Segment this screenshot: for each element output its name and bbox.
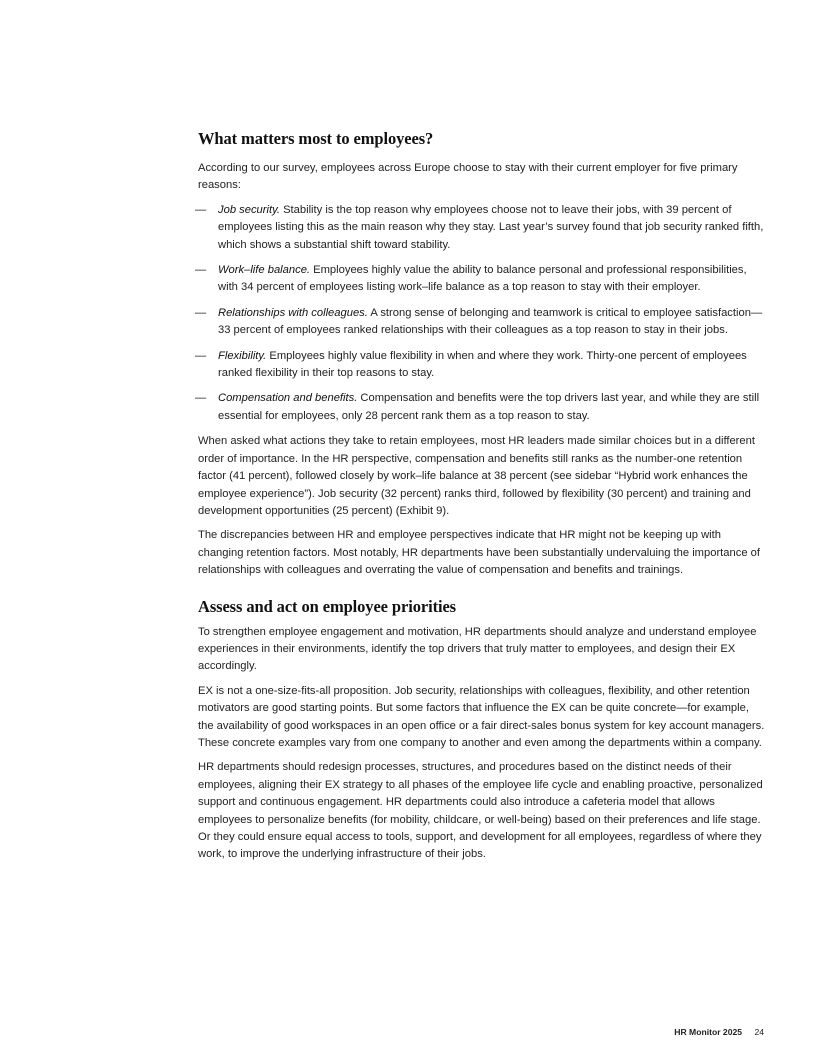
engagement-paragraph: To strengthen employee engagement and motivation, HR departments should analyze and understand employee experiences in their environments, identify the top drivers that truly matter to employees, and design their EX accordingly. bbox=[198, 625, 757, 673]
list-item-flexibility bbox=[195, 348, 766, 383]
list-item-lead: Flexibility. bbox=[218, 349, 267, 362]
dash-marker: — bbox=[195, 203, 207, 216]
dash-marker: — bbox=[195, 306, 207, 319]
intro-paragraph: According to our survey, employees across Europe choose to stay with their current employer for five primary reasons: bbox=[198, 162, 738, 192]
list-item-lead: Relationships with colleagues. bbox=[218, 306, 368, 319]
list-item-relationships bbox=[195, 305, 766, 340]
section-heading-what-matters: What matters most to employees? bbox=[198, 129, 434, 148]
list-item-lead: Job security. bbox=[218, 203, 280, 216]
main-content bbox=[195, 128, 766, 871]
list-item-text: Stability is the top reason why employees choose not to leave their jobs, with 39 percent of employees listing this as the main reason why they stay. Last year’s survey found that job security ranked fifth, which shows a substantial shift toward stability. bbox=[218, 203, 764, 251]
redesign-paragraph: HR departments should redesign processes, structures, and procedures based on the distinct needs of their employees, aligning their EX strategy to all phases of the employee life cycle and enabling proactive, personalized support and continuous engagement. HR departments could also introduce a cafeteria model that allows employees to personalize benefits (for mobility, childcare, or well-being) based on their preferences and life stage. Or they could ensure equal access to tools, support, and development for all employees, regardless of where they work, to improve the underlying infrastructure of their jobs. bbox=[198, 761, 763, 861]
report-title: HR Monitor 2025 bbox=[674, 1027, 743, 1037]
page-number: 24 bbox=[754, 1027, 764, 1037]
ex-proposition-paragraph: EX is not a one-size-fits-all proposition. Job security, relationships with colleagues, flexibility, and other retention motivators are good starting points. But some factors that influence the EX can be quite concrete—for example, the availability of good workspaces in an open office or a fair direct-sales bonus system for key account managers. These concrete examples vary from one company to another and even among the departments within a company. bbox=[198, 684, 765, 749]
hr-perspective-paragraph: When asked what actions they take to retain employees, most HR leaders made similar choices but in a different order of importance. In the HR perspective, compensation and benefits still ranks as the number-one retention factor (41 percent), followed closely by work–life balance at 38 percent (see sidebar “Hybrid work enhances the employee experience”). Job security (32 percent) ranks third, followed by flexibility (30 percent) and training and development opportunities (25 percent) (Exhibit 9). bbox=[198, 435, 755, 517]
list-item-work-life-balance bbox=[195, 262, 766, 297]
page-footer bbox=[674, 1026, 764, 1038]
dash-marker: — bbox=[195, 349, 207, 362]
dash-marker: — bbox=[195, 264, 207, 277]
list-item-compensation bbox=[195, 390, 766, 425]
list-item-job-security bbox=[195, 202, 766, 254]
list-item-text: A strong sense of belonging and teamwork is critical to employee satisfaction—33 percent of employees ranked relationships with their colleagues as a top reason to stay in their jobs. bbox=[218, 306, 763, 337]
list-item-lead: Compensation and benefits. bbox=[218, 392, 358, 405]
list-item-text: Employees highly value the ability to balance personal and professional responsibilities, with 34 percent of employees listing work–life balance as a top reason to stay with their employer. bbox=[218, 264, 747, 294]
discrepancies-paragraph: The discrepancies between HR and employee perspectives indicate that HR might not be keeping up with changing retention factors. Most notably, HR departments have been substantially undervaluing the importance of relationships with colleagues and overrating the value of compensation and benefits and trainings. bbox=[198, 529, 760, 577]
section-heading-assess-act: Assess and act on employee priorities bbox=[198, 596, 456, 616]
reasons-list bbox=[195, 202, 766, 425]
dash-marker: — bbox=[195, 392, 207, 405]
list-item-text: Compensation and benefits were the top drivers last year, and while they are still essential for employees, only 28 percent rank them as a top reason to stay. bbox=[218, 392, 760, 422]
list-item-text: Employees highly value flexibility in when and where they work. Thirty-one percent of employees ranked flexibility in their top reasons to stay. bbox=[218, 349, 747, 380]
list-item-lead: Work–life balance. bbox=[218, 264, 311, 277]
